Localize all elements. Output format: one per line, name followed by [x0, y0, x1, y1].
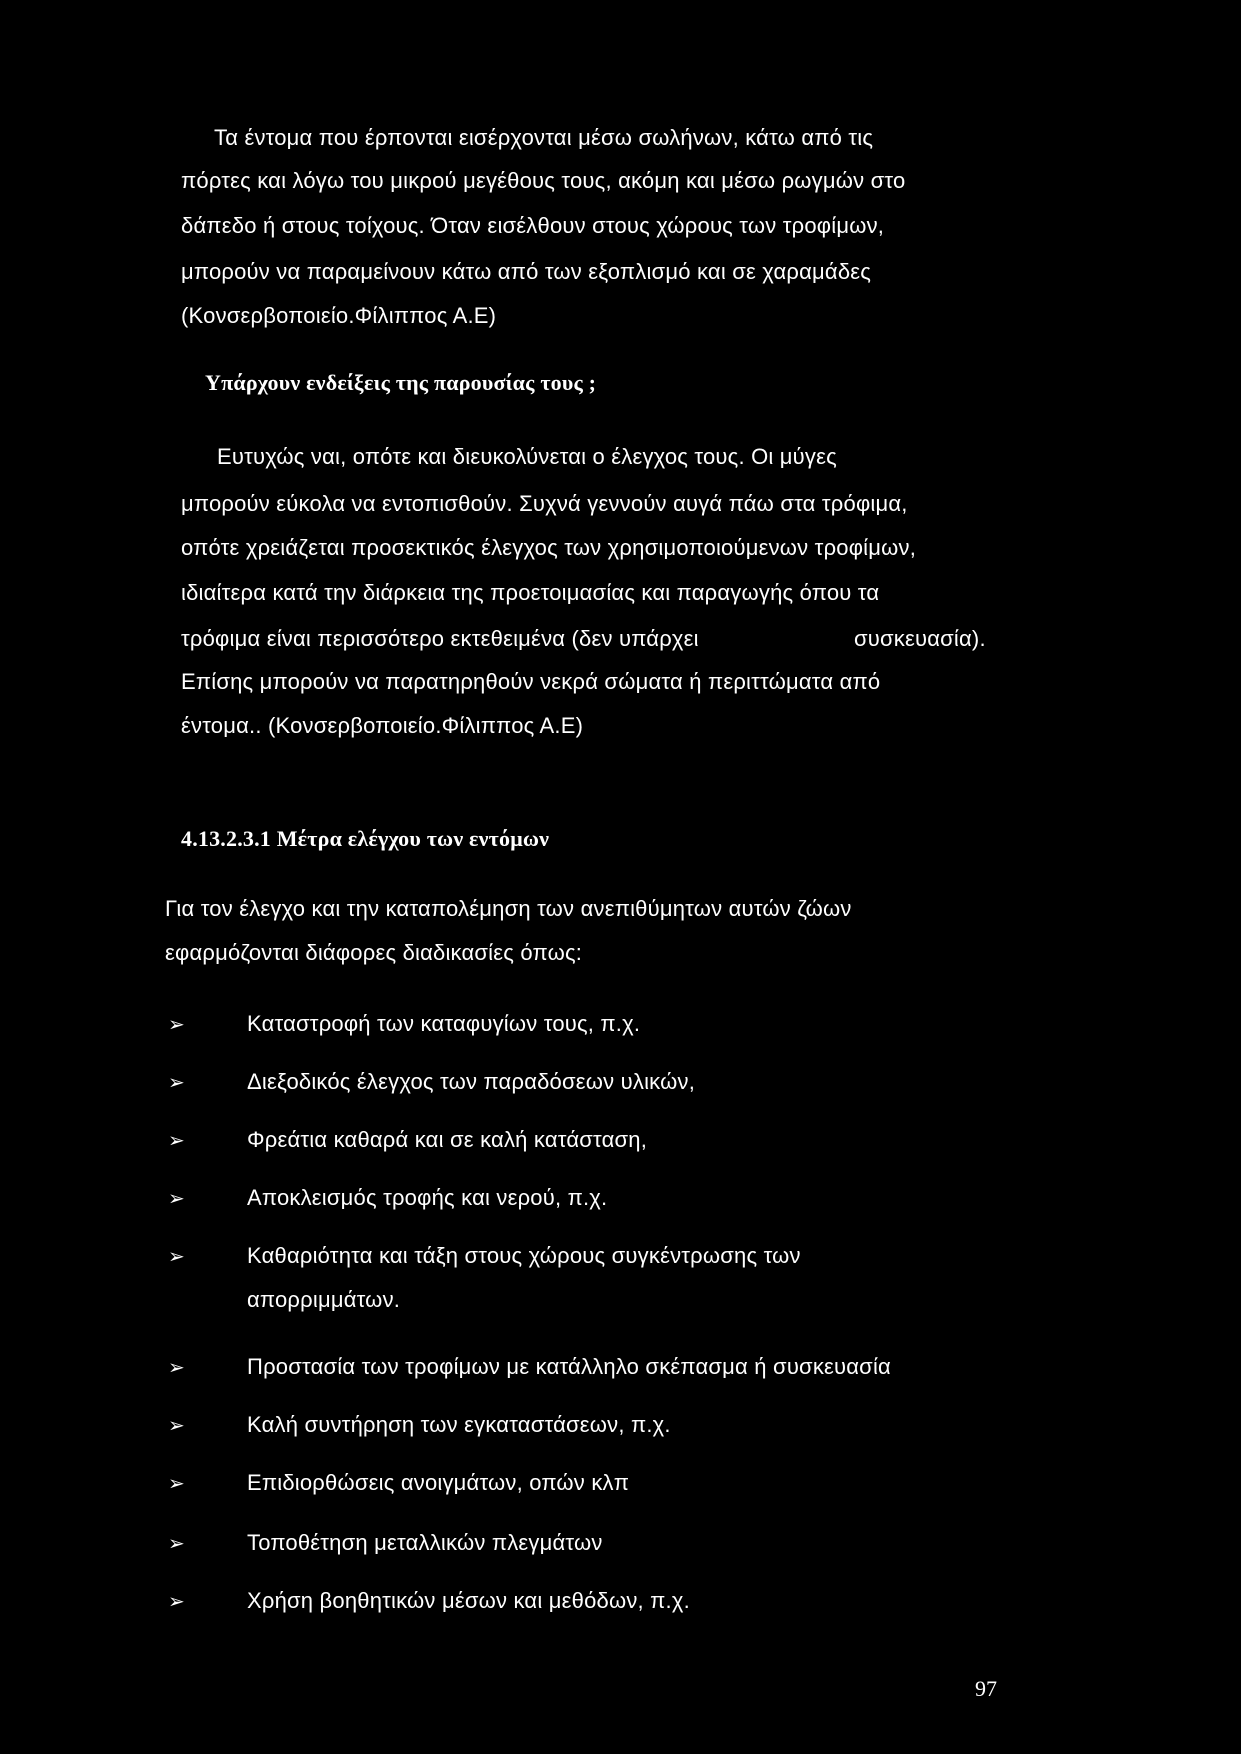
paragraph-2-line-3: οπότε χρειάζεται προσεκτικός έλεγχος των χρησιμοποιούμενων τροφίμων,	[181, 535, 917, 560]
bullet-arrow-icon: ➢	[168, 1128, 185, 1152]
page-number: 97	[975, 1676, 997, 1701]
paragraph-1-line-3: δάπεδο ή στους τοίχους. Όταν εισέλθουν στους χώρους των τροφίμων,	[181, 213, 885, 238]
paragraph-2-line-5-end: συσκευασία).	[854, 626, 986, 651]
paragraph-2-line-5: τρόφιμα είναι περισσότερο εκτεθειμένα (δεν υπάρχει	[181, 626, 699, 651]
question-heading: Υπάρχουν ενδείξεις της παρουσίας τους ;	[205, 370, 597, 395]
bullet-item-7: Καλή συντήρηση των εγκαταστάσεων, π.χ.	[247, 1412, 671, 1437]
bullet-item-6: Προστασία των τροφίμων με κατάλληλο σκέπασμα ή συσκευασία	[247, 1354, 891, 1379]
bullet-arrow-icon: ➢	[168, 1012, 185, 1036]
paragraph-1-line-4: μπορούν να παραμείνουν κάτω από των εξοπλισμό και σε χαραμάδες	[181, 259, 872, 284]
bullet-arrow-icon: ➢	[168, 1471, 185, 1495]
paragraph-2-line-7: έντομα.. (Κονσερβοποιείο.Φίλιππος Α.Ε)	[181, 713, 584, 738]
bullet-arrow-icon: ➢	[168, 1186, 185, 1210]
bullet-item-3: Φρεάτια καθαρά και σε καλή κατάσταση,	[247, 1127, 648, 1152]
bullet-item-4: Αποκλεισμός τροφής και νερού, π.χ.	[247, 1185, 608, 1210]
bullet-arrow-icon: ➢	[168, 1531, 185, 1555]
paragraph-1-line-5: (Κονσερβοποιείο.Φίλιππος Α.Ε)	[181, 303, 497, 328]
intro-line-2: εφαρμόζονται διάφορες διαδικασίες όπως:	[165, 940, 583, 965]
bullet-arrow-icon: ➢	[168, 1355, 185, 1379]
paragraph-1-line-2: πόρτες και λόγω του μικρού μεγέθους τους, ακόμη και μέσω ρωγμών στο	[181, 168, 906, 193]
paragraph-2-line-2: μπορούν εύκολα να εντοπισθούν. Συχνά γεννούν αυγά πάω στα τρόφιμα,	[181, 491, 908, 516]
bullet-arrow-icon: ➢	[168, 1244, 185, 1268]
bullet-item-9: Τοποθέτηση μεταλλικών πλεγμάτων	[247, 1530, 603, 1555]
bullet-item-8: Επιδιορθώσεις ανοιγμάτων, οπών κλπ	[247, 1470, 630, 1495]
section-heading: 4.13.2.3.1 Μέτρα ελέγχου των εντόμων	[181, 826, 550, 851]
bullet-item-5-continuation: απορριμμάτων.	[247, 1287, 401, 1312]
bullet-item-1: Καταστροφή των καταφυγίων τους, π.χ.	[247, 1011, 641, 1036]
bullet-arrow-icon: ➢	[168, 1413, 185, 1437]
intro-line-1: Για τον έλεγχο και την καταπολέμηση των ανεπιθύμητων αυτών ζώων	[165, 896, 852, 921]
bullet-item-10: Χρήση βοηθητικών μέσων και μεθόδων, π.χ.	[247, 1588, 690, 1613]
paragraph-2-line-1: Ευτυχώς ναι, οπότε και διευκολύνεται ο έλεγχος τους. Οι μύγες	[217, 444, 837, 469]
bullet-arrow-icon: ➢	[168, 1589, 185, 1613]
bullet-arrow-icon: ➢	[168, 1070, 185, 1094]
paragraph-2-line-6: Επίσης μπορούν να παρατηρηθούν νεκρά σώματα ή περιττώματα από	[181, 669, 881, 694]
bullet-item-2: Διεξοδικός έλεγχος των παραδόσεων υλικών,	[247, 1069, 696, 1094]
paragraph-1-line-1: Τα έντομα που έρπονται εισέρχονται μέσω σωλήνων, κάτω από τις	[214, 125, 874, 150]
bullet-item-5: Καθαριότητα και τάξη στους χώρους συγκέντρωσης των	[247, 1243, 801, 1268]
paragraph-2-line-4: ιδιαίτερα κατά την διάρκεια της προετοιμασίας και παραγωγής όπου τα	[181, 580, 880, 605]
